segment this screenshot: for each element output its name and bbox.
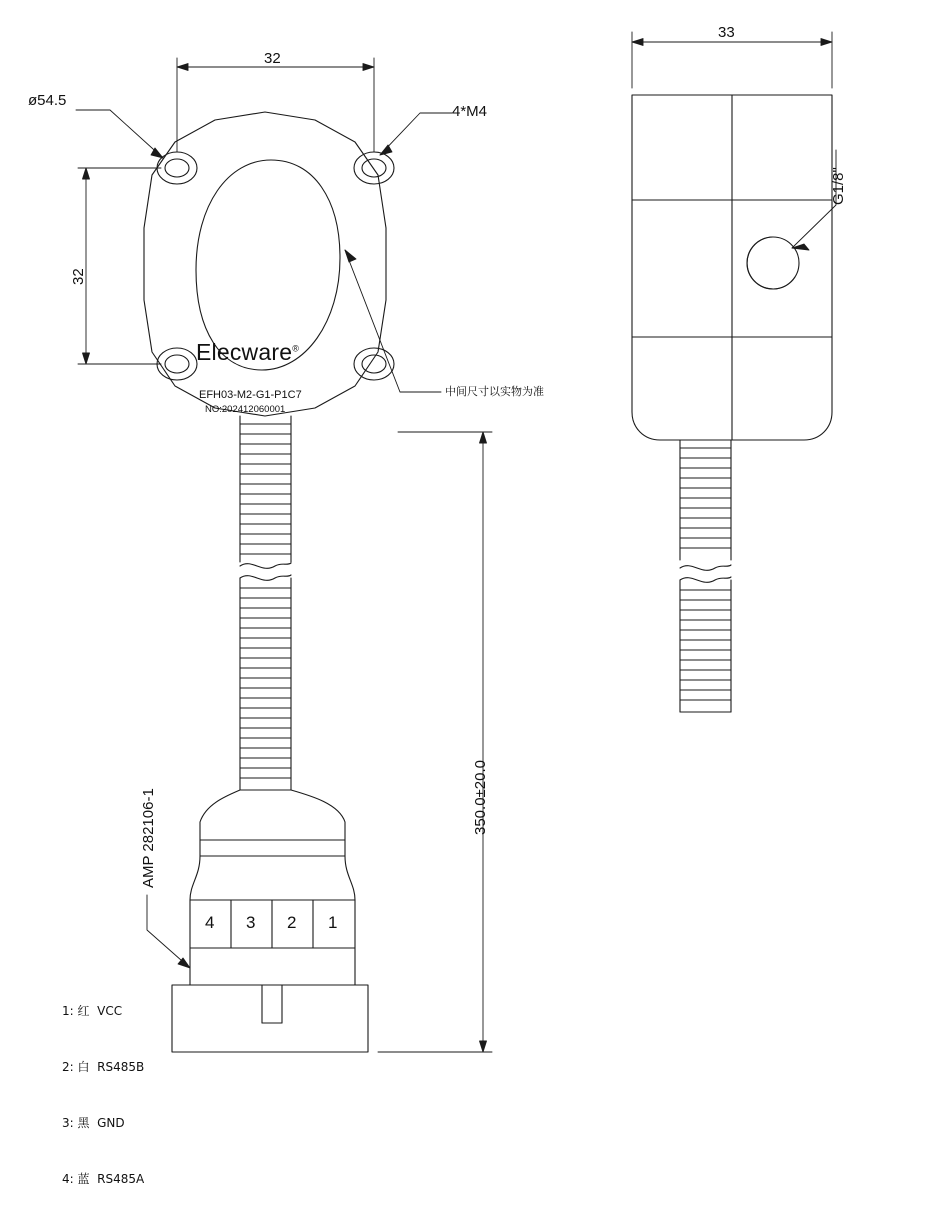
- connector-pin-1: 1: [328, 913, 338, 932]
- model-label: EFH03-M2-G1-P1C7: [199, 389, 302, 401]
- front-view-flange: [144, 112, 386, 416]
- dimension-bolt-spacing-horizontal: [177, 58, 374, 152]
- dimension-label-bolt-spacing-horizontal: 32: [264, 50, 281, 67]
- dimension-cable-length: [378, 432, 492, 1052]
- front-view-connector: [172, 790, 368, 1052]
- dimension-label-thread-holes: 4*M4: [452, 103, 488, 120]
- bolt-hole-top-left: [157, 152, 197, 184]
- leader-flange-diameter: [76, 110, 163, 158]
- pinout-row-1: 1: 红 VCC: [62, 1004, 123, 1019]
- pinout-row-3: 3: 黑 GND: [62, 1115, 125, 1130]
- connector-type-label: AMP 282106-1: [140, 788, 157, 888]
- brand-text: Elecware: [196, 339, 293, 365]
- brand-name: [196, 338, 299, 367]
- note-center-dimension: 中间尺寸以实物为准: [445, 385, 544, 398]
- serial-label: NO:202412060001: [205, 404, 286, 415]
- bolt-hole-bottom-left: [157, 348, 197, 380]
- bolt-hole-bottom-right: [354, 348, 394, 380]
- side-view-cable-conduit: [680, 440, 731, 712]
- connector-pin-2: 2: [287, 913, 297, 932]
- side-view-body: [632, 95, 832, 440]
- leader-thread-holes: [380, 113, 452, 155]
- dimension-label-side-width: 33: [718, 24, 735, 41]
- bolt-hole-top-right: [354, 152, 394, 184]
- leader-connector-type: [147, 895, 190, 968]
- connector-pin-3: 3: [246, 913, 256, 932]
- dimension-label-flange-diameter: ø54.5: [28, 92, 67, 109]
- connector-pin-4: 4: [205, 913, 215, 932]
- front-view-cable-conduit: [240, 416, 291, 790]
- leader-center-note: [345, 250, 441, 392]
- pinout-legend: [62, 965, 144, 1207]
- dimension-label-port-thread: G1/8": [830, 167, 847, 205]
- dimension-label-cable-length: 350.0±20.0: [472, 760, 489, 835]
- pinout-row-4: 4: 蓝 RS485A: [62, 1171, 145, 1186]
- registered-mark-icon: ®: [292, 343, 300, 354]
- pinout-row-2: 2: 白 RS485B: [62, 1059, 145, 1074]
- dimension-label-bolt-spacing-vertical: 32: [70, 268, 87, 285]
